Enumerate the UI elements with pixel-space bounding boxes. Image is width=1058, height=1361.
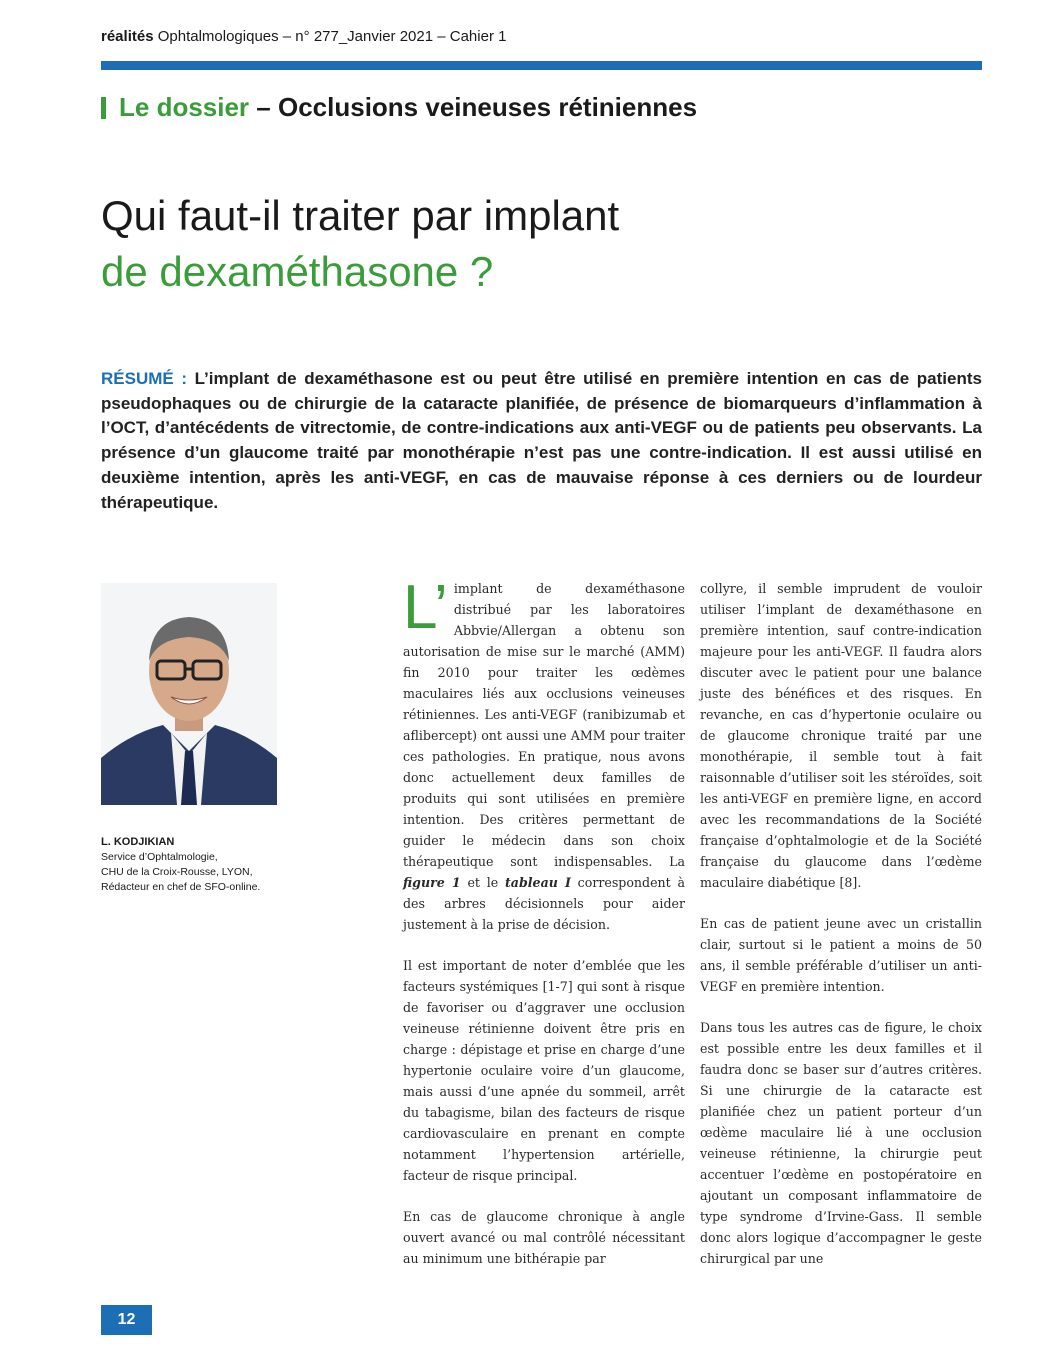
section-topic: – Occlusions veineuses rétiniennes	[256, 92, 698, 122]
section-marker	[101, 97, 106, 119]
table-reference: tableau I	[504, 875, 571, 890]
journal-name: réalités	[101, 28, 154, 45]
author-role: Rédacteur en chef de SFO-online.	[101, 881, 261, 893]
abstract	[101, 367, 982, 515]
author-affiliation-2: CHU de la Croix-Rousse, LYON,	[101, 866, 253, 878]
abstract-text: L’implant de dexaméthasone est ou peut être utilisé en première intention en cas de patients pseudophaques ou de chirurgie de la cataracte planifiée, de présence de biomarqueurs d’inflammation à l’OCT, d’antécédents de vitrectomie, de contre-indications aux anti-VEGF ou de patients peu observants. La présence d’un glaucome traité par monothérapie n’est pas une contre-indication. Il est aussi utilisé en deuxième intention, après les anti-VEGF, en cas de mauvaise réponse à ces derniers ou de lourdeur thérapeutique.	[101, 369, 982, 512]
body-paragraph: En cas de glaucome chronique à angle ouvert avancé ou mal contrôlé nécessitant au minimum une bithérapie par	[403, 1209, 685, 1266]
body-paragraph: Il est important de noter d’emblée que les facteurs systémiques [1-7] qui sont à risque de favoriser ou d’aggraver une occlusion veineuse rétinienne doivent être pris en charge : dépistage et prise en charge d’une hypertonie oculaire voire d’un glaucome, mais aussi d’une apnée du sommeil, arrêt du tabagisme, bilan des facteurs de risque cardiovasculaire en prenant en compte notamment l’hypertension artérielle, facteur de risque principal.	[403, 958, 685, 1183]
issue-info: Ophtalmologiques – n° 277_Janvier 2021 – Cahier 1	[157, 28, 507, 45]
body-paragraph: L’ implant de dexaméthasone distribué par les laboratoires Abbvie/Allergan a obtenu son autorisation de mise sur le marché (AMM) fin 2010 pour traiter les œdèmes maculaires liés aux occlusions veineuses rétiniennes. Les anti-VEGF (ranibizumab et aflibercept) ont aussi une AMM pour traiter ces pathologies. En pratique, nous avons donc actuellement deux familles de produits qui sont utilisées en première intention. Des critères permettant de guider le médecin dans son choix thérapeutique sont indispensables. La figure 1 et le tableau I correspondent à des arbres décisionnels pour aider justement à la prise de décision.	[403, 573, 685, 932]
page-number: 12	[101, 1305, 152, 1335]
section-heading	[101, 92, 697, 123]
running-header	[101, 28, 506, 45]
body-paragraph: Dans tous les autres cas de figure, le choix est possible entre les deux familles et il faudra donc se baser sur d’autres critères. Si une chirurgie de la cataracte est planifiée chez un patient porteur d’un œdème maculaire lié à une occlusion veineuse rétinienne, la chirurgie peut accentuer l’œdème en postopératoire en ajoutant un composant inflammatoire de type syndrome d’Irvine-Gass. Il semble donc alors logique d’accompagner le geste chirurgical par une	[700, 1020, 982, 1266]
author-info	[101, 835, 301, 895]
body-paragraph: collyre, il semble imprudent de vouloir utiliser l’implant de dexaméthasone en première intention, sauf contre-indication majeure pour les anti-VEGF. Il faudra alors discuter avec le patient pour une balance juste des bénéfices et des risques. En revanche, en cas d’hypertonie oculaire ou de glaucome chronique traité par une monothérapie, il semble tout à fait raisonnable d’utiliser soit les stéroïdes, soit les anti-VEGF en première ligne, en accord avec les recommandations de la Société française d’ophtalmologie et de la Société française du glaucome dans l’œdème maculaire diabétique [8].	[700, 581, 982, 890]
body-column-1	[403, 573, 685, 1289]
section-label: Le dossier	[119, 92, 250, 122]
figure-reference: figure 1	[403, 875, 461, 890]
author-name: L. KODJIKIAN	[101, 836, 175, 848]
author-affiliation-1: Service d’Ophtalmologie,	[101, 851, 218, 863]
abstract-label: RÉSUMÉ :	[101, 369, 187, 388]
body-column-2	[700, 578, 982, 1289]
author-photo	[101, 583, 277, 805]
body-paragraph: En cas de patient jeune avec un cristallin clair, surtout si le patient a moins de 50 ans, il semble préférable d’utiliser un anti-VEGF en première intention.	[700, 916, 982, 994]
article-title-line-2: de dexaméthasone ?	[101, 248, 494, 295]
header-rule	[101, 61, 982, 70]
drop-cap: L’	[403, 573, 448, 642]
article-title-line-1: Qui faut-il traiter par implant	[101, 192, 620, 239]
